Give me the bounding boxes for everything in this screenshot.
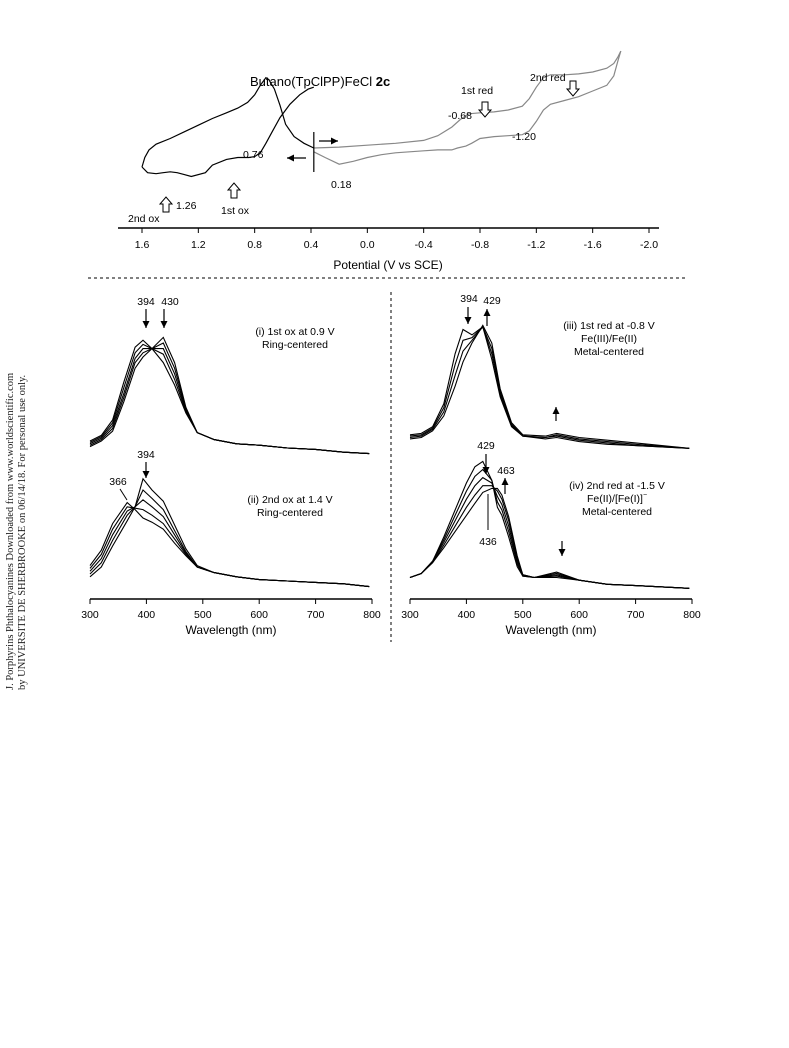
spec-right-tick-label: 500 bbox=[514, 609, 532, 621]
spec-left-panel2-curve-5 bbox=[90, 503, 369, 587]
spec-left-p2-leader-366 bbox=[120, 489, 127, 500]
side-note-line2: by UNIVERSITE DE SHERBROOKE on 06/14/18. For personal use only. bbox=[17, 374, 28, 690]
side-note-line1: J. Porphyrins Phthalocyanines Downloaded from www.worldscientific.com bbox=[5, 372, 16, 690]
spec-left-p1-peak-394: 394 bbox=[137, 296, 155, 308]
spec-right-tick-label: 800 bbox=[683, 609, 701, 621]
cv-arrow-left-head bbox=[287, 155, 294, 162]
cv-tick-label: 1.6 bbox=[134, 239, 150, 251]
spec-left-panel1-curve-2 bbox=[90, 344, 369, 453]
spec-right-p3-peak-429: 429 bbox=[483, 295, 501, 307]
spectra-left bbox=[81, 296, 381, 637]
cv-tick-label: -2.0 bbox=[639, 239, 659, 251]
spec-left-panel2-label: (ii) 2nd ox at 1.4 V bbox=[247, 494, 333, 506]
spec-right-x-label: Wavelength (nm) bbox=[505, 623, 597, 637]
spec-right-panel1-label2: Fe(III)/Fe(II) bbox=[581, 333, 637, 345]
spec-left-panel1-label2: Ring-centered bbox=[262, 339, 328, 351]
spec-right-p3-arrow-q bbox=[553, 407, 560, 421]
cv-arrow-1st-red bbox=[479, 102, 491, 117]
spec-left-p1-arrow-394 bbox=[143, 309, 150, 328]
spec-right-panel1-curve-3 bbox=[410, 327, 689, 449]
spec-right-p4-arrow-463 bbox=[502, 478, 509, 494]
spec-left-p1-arrow-430-head bbox=[161, 321, 168, 328]
cv-tick-label: -1.6 bbox=[583, 239, 602, 251]
spec-right-panel1-label: (iii) 1st red at -0.8 V bbox=[563, 320, 655, 332]
spec-right-panel2-label2: Fe(II)/[Fe(I)]− bbox=[586, 492, 648, 505]
spec-left-p2-arrow-394 bbox=[143, 462, 150, 478]
cv-annot-2nd-ox: 2nd ox bbox=[128, 213, 160, 225]
spec-right-p3-arrow-q-head bbox=[553, 407, 560, 414]
spec-left-panel1-curve-5 bbox=[90, 337, 369, 453]
cv-title-text: Butano(TpClPP)FeCl bbox=[250, 74, 376, 89]
cv-arrow-2nd-ox bbox=[160, 197, 172, 212]
spec-right-panel2-label2-sup: − bbox=[642, 492, 648, 499]
spec-left-p2-peak-394: 394 bbox=[137, 449, 155, 461]
spec-right-p4-arrow-q bbox=[559, 541, 566, 556]
cv-x-label: Potential (V vs SCE) bbox=[333, 258, 443, 272]
spec-right-panel1-label3: Metal-centered bbox=[573, 346, 645, 358]
spec-left-x-label: Wavelength (nm) bbox=[185, 623, 277, 637]
spec-left-tick-label: 500 bbox=[194, 609, 212, 621]
spec-left-p1-arrow-394-head bbox=[143, 321, 150, 328]
spec-right-tick-label: 300 bbox=[401, 609, 419, 621]
cv-chart bbox=[118, 51, 659, 272]
spec-right-p4-peak-436: 436 bbox=[479, 536, 497, 548]
spec-right-p3-arrow-429 bbox=[484, 309, 491, 326]
cv-annot-e3: 0.76 bbox=[243, 149, 264, 161]
cv-tick-label: -1.2 bbox=[527, 239, 546, 251]
cv-curve-oxidative-reverse bbox=[142, 87, 314, 176]
cv-curve-oxidative-forward bbox=[142, 78, 314, 167]
cv-title bbox=[250, 74, 390, 89]
cv-annot-e4: 0.18 bbox=[331, 179, 352, 191]
cv-arrow-1st-ox bbox=[228, 183, 240, 198]
spec-left-tick-label: 400 bbox=[137, 609, 156, 621]
spec-right-tick-label: 700 bbox=[626, 609, 645, 621]
cv-tick-label: -0.8 bbox=[470, 239, 490, 251]
spec-left-tick-label: 300 bbox=[81, 609, 99, 621]
cv-tick-label: 0.8 bbox=[247, 239, 262, 251]
spec-left-panel2-curve-4 bbox=[90, 507, 369, 587]
spec-right-p3-arrow-394 bbox=[465, 307, 472, 324]
cv-curve-reductive-reverse bbox=[314, 51, 621, 164]
spec-left-p1-peak-430: 430 bbox=[161, 296, 179, 308]
spec-right-tick-label: 400 bbox=[457, 609, 476, 621]
spec-right-p4-arrow-q-head bbox=[559, 549, 566, 556]
spec-left-panel1-label: (i) 1st ox at 0.9 V bbox=[255, 326, 335, 338]
spec-right-tick-label: 600 bbox=[570, 609, 588, 621]
spec-left-tick-label: 700 bbox=[306, 609, 325, 621]
cv-arrow-right bbox=[319, 138, 338, 145]
spec-left-p2-peak-366: 366 bbox=[109, 476, 127, 488]
spec-left-tick-label: 600 bbox=[250, 609, 268, 621]
cv-tick-label: 1.2 bbox=[191, 239, 206, 251]
spec-right-p4-peak-463: 463 bbox=[497, 465, 515, 477]
cv-annot-1st-red: 1st red bbox=[461, 85, 494, 97]
cv-tick-label: 0.4 bbox=[303, 239, 319, 251]
cv-annot-e5: 1.26 bbox=[176, 200, 197, 212]
cv-arrow-right-head bbox=[331, 138, 338, 145]
cv-annot-e1: -0.68 bbox=[448, 110, 472, 122]
spec-left-panel1-curve-4 bbox=[90, 343, 369, 454]
spec-right-p4-arrow-463-head bbox=[502, 478, 509, 485]
spec-right-p4-peak-429: 429 bbox=[477, 440, 495, 452]
spec-left-p1-arrow-430 bbox=[161, 309, 168, 328]
spec-right-panel2-label3: Metal-centered bbox=[581, 506, 653, 518]
cv-tick-label: 0.0 bbox=[360, 239, 375, 251]
cv-annot-1st-ox: 1st ox bbox=[221, 205, 250, 217]
spec-left-p2-arrow-394-head bbox=[143, 471, 150, 478]
spec-right-p3-arrow-394-head bbox=[465, 317, 472, 324]
spec-left-tick-label: 800 bbox=[363, 609, 381, 621]
cv-curve-reductive-forward bbox=[314, 51, 621, 148]
cv-annot-2nd-red: 2nd red bbox=[530, 72, 566, 84]
cv-title-bold: 2c bbox=[375, 74, 391, 89]
spec-right-panel2-curve-3 bbox=[410, 478, 689, 589]
cv-arrow-2nd-red bbox=[567, 81, 579, 96]
cv-arrow-left bbox=[287, 155, 306, 162]
cv-annot-e2: -1.20 bbox=[512, 131, 536, 143]
spectra-right bbox=[401, 293, 701, 637]
spec-right-p3-arrow-429-head bbox=[484, 309, 491, 316]
spec-left-panel2-label2: Ring-centered bbox=[257, 507, 323, 519]
spec-right-panel2-label: (iv) 2nd red at -1.5 V bbox=[569, 480, 665, 492]
spec-right-p3-peak-394: 394 bbox=[460, 293, 478, 305]
cv-tick-label: -0.4 bbox=[414, 239, 433, 251]
spec-left-panel1-curve-1 bbox=[90, 340, 369, 453]
